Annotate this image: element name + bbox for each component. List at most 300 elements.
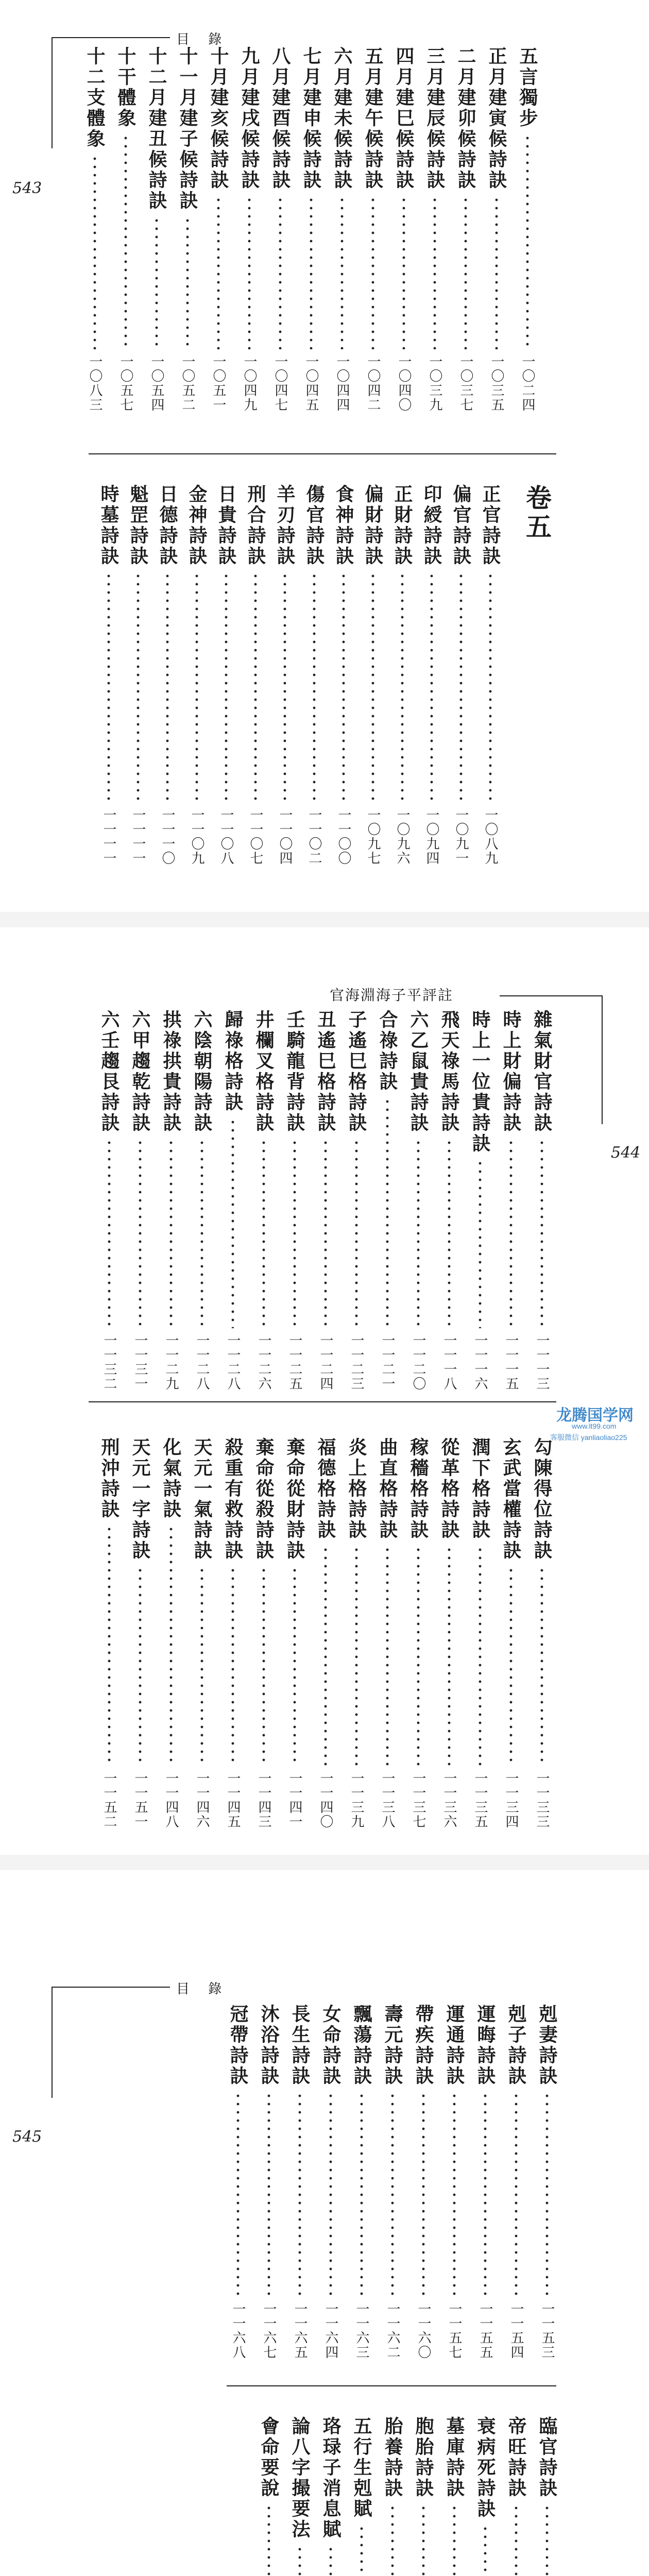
header-rule (500, 995, 603, 996)
toc-entry-page: 一〇四九 (242, 354, 257, 412)
toc-entry-page: 一一六五 (292, 2302, 308, 2360)
header-rule (52, 1987, 170, 1988)
toc-entry-title: 棄命從財詩訣 (284, 1437, 305, 1561)
toc-leader-dots (136, 572, 140, 803)
toc-leader-dots (231, 1118, 234, 1328)
toc-entry-page: 一一一三 (534, 1333, 550, 1391)
toc-leader-dots (509, 1566, 513, 1766)
toc-entry (185, 484, 208, 866)
toc-entry (258, 2004, 280, 2360)
toc-leader-dots (310, 196, 313, 349)
toc-entry (531, 1437, 553, 1829)
toc-entry-page: 一一五四 (508, 2302, 524, 2360)
toc-entry-page: 一一六三 (354, 2302, 369, 2360)
toc-entry (392, 46, 415, 412)
toc-entry (376, 1437, 399, 1829)
toc-entry-title: 傷官詩訣 (303, 484, 325, 567)
toc-entry-title: 十一月建子候詩訣 (177, 46, 198, 211)
toc-entry (345, 1010, 368, 1391)
toc-entry (531, 1010, 553, 1391)
toc-entry-title: 日德詩訣 (157, 484, 178, 567)
toc-entry-title: 三月建辰候詩訣 (424, 46, 446, 191)
toc-entry-title: 金神詩訣 (186, 484, 208, 567)
toc-entry-title: 正財詩訣 (391, 484, 413, 567)
toc-entry-title: 十干體象 (115, 46, 136, 129)
toc-entry (227, 2004, 249, 2360)
toc-leader-dots (448, 1546, 451, 1766)
toc-leader-dots (360, 2092, 363, 2297)
toc-entry (191, 1010, 213, 1391)
toc-entry (505, 2004, 527, 2360)
toc-entry (258, 2416, 280, 2576)
toc-entry (288, 2004, 311, 2360)
toc-leader-dots (248, 196, 251, 349)
toc-leader-dots (479, 1159, 482, 1328)
page-number: 545 (12, 2128, 42, 2146)
toc-entry-page: 一一二九 (163, 1333, 179, 1391)
toc-entry-page: 一一三四 (503, 1771, 519, 1829)
toc-entry-page: 一一五七 (447, 2302, 462, 2360)
toc-entry-page: 一〇九七 (365, 808, 381, 866)
toc-leader-dots (195, 572, 198, 803)
toc-entry-page: 一一四一 (287, 1771, 302, 1829)
page-544 (0, 927, 649, 1855)
toc-entry (129, 1010, 151, 1391)
toc-entry (516, 46, 539, 412)
toc-entry (505, 2416, 527, 2576)
toc-entry (283, 1437, 306, 1829)
toc-entry-page: 一一二八 (225, 1333, 241, 1391)
toc-leader-dots (386, 1097, 389, 1328)
toc-entry-title: 曲直格詩訣 (377, 1437, 398, 1540)
toc-entry-title: 飄蕩詩訣 (351, 2004, 372, 2087)
toc-entry-page: 一一五五 (477, 2302, 493, 2360)
toc-leader-dots (293, 1139, 296, 1328)
toc-leader-dots (283, 572, 286, 803)
toc-leader-dots (200, 1139, 203, 1328)
toc-entry-page: 一〇八九 (483, 808, 498, 866)
toc-leader-dots (401, 572, 404, 803)
toc-entry-title: 二月建卯候詩訣 (455, 46, 476, 191)
page-gap (0, 1855, 649, 1870)
toc-entry-page: 一一二三 (349, 1333, 364, 1391)
toc-entry-page: 一一二〇 (411, 1333, 426, 1391)
toc-entry (314, 1437, 337, 1829)
toc-entry (479, 484, 502, 866)
toc-entry-page: 一一六八 (230, 2302, 246, 2360)
toc-leader-dots (495, 196, 498, 349)
toc-entry-title: 八月建酉候詩訣 (269, 46, 291, 191)
toc-entry-page: 一〇八三 (87, 354, 103, 412)
toc-entry (350, 2416, 373, 2576)
toc-entry-title: 五行生剋賦 (351, 2416, 372, 2519)
toc-entry-page: 一〇四二 (365, 354, 381, 412)
toc-entry-page: 一一六四 (323, 2302, 338, 2360)
toc-entry-page: 一一〇七 (248, 808, 263, 866)
toc-entry-page: 一一六〇 (416, 2302, 431, 2360)
toc-leader-dots (391, 2504, 394, 2576)
toc-leader-dots (355, 1139, 358, 1328)
toc-leader-dots (540, 1139, 543, 1328)
toc-entry-title: 墓庫詩訣 (443, 2416, 465, 2499)
toc-entry-page: 一一〇四 (277, 808, 293, 866)
toc-entry (536, 2416, 558, 2576)
toc-entry-title: 剋子詩訣 (505, 2004, 527, 2087)
toc-entry-title: 稼穡格詩訣 (407, 1437, 429, 1540)
toc-entry-title: 六壬趨艮詩訣 (98, 1010, 120, 1133)
toc-entry-title: 七月建申候詩訣 (300, 46, 322, 191)
toc-entry-page: 一〇五七 (118, 354, 133, 412)
toc-entry-page: 一一一〇 (160, 808, 175, 866)
toc-entry (160, 1437, 182, 1829)
header-rule (52, 37, 170, 38)
toc-leader-dots (139, 1566, 142, 1766)
toc-entry-title: 正官詩訣 (480, 484, 501, 567)
toc-entry (381, 2416, 404, 2576)
page-gap (0, 912, 649, 927)
toc-entry (474, 2416, 497, 2576)
toc-entry-title: 衰病死詩訣 (474, 2416, 496, 2519)
toc-entry-title: 四月建巳候詩訣 (393, 46, 415, 191)
toc-entry (412, 2004, 435, 2360)
toc-leader-dots (391, 2092, 394, 2297)
section-divider (89, 1401, 556, 1402)
toc-leader-dots (236, 2092, 240, 2297)
toc-entry-title: 食神詩訣 (333, 484, 354, 567)
toc-entry-title: 歸祿格詩訣 (222, 1010, 244, 1113)
section-title: 卷五 (522, 484, 552, 542)
toc-entry (98, 1437, 121, 1829)
toc-entry-page: 一〇三九 (427, 354, 442, 412)
toc-leader-dots (298, 2092, 301, 2297)
toc-entry-title: 女命詩訣 (320, 2004, 341, 2087)
toc-entry-title: 玄武當權詩訣 (500, 1437, 522, 1561)
watermark-contact: 客服微信 yanliaoliao225 (550, 1433, 627, 1442)
toc-leader-dots (166, 572, 169, 803)
toc-entry-page: 一一三五 (472, 1771, 488, 1829)
toc-entry-page: 一〇九一 (453, 808, 469, 866)
toc-leader-dots (231, 1566, 234, 1766)
toc-entry-title: 刑合詩訣 (245, 484, 266, 567)
toc-entry-page: 一一二四 (318, 1333, 333, 1391)
toc-entry (350, 2004, 373, 2360)
toc-leader-dots (169, 1525, 173, 1766)
toc-entry-title: 六甲趨乾詩訣 (129, 1010, 151, 1133)
toc-entry-page: 一一三七 (411, 1771, 426, 1829)
toc-entry (407, 1010, 430, 1391)
toc-entry-page: 一一一五 (503, 1333, 519, 1391)
toc-entry-page: 一一三六 (441, 1771, 457, 1829)
toc-entry-page: 一一六七 (261, 2302, 277, 2360)
toc-entry (238, 46, 261, 412)
running-header: 目 錄 (176, 32, 229, 47)
toc-entry (127, 484, 149, 866)
toc-entry (362, 46, 384, 412)
toc-entry-page: 一一〇九 (189, 808, 204, 866)
toc-leader-dots (484, 2524, 487, 2576)
toc-entry-title: 炎上格詩訣 (346, 1437, 367, 1540)
toc-entry-title: 沐浴詩訣 (258, 2004, 280, 2087)
toc-entry-page: 一一三八 (380, 1771, 395, 1829)
page-number: 543 (12, 179, 42, 197)
toc-leader-dots (371, 572, 374, 803)
running-header: 官海淵海子平評註 (330, 987, 454, 1004)
toc-entry-title: 壬騎龍背詩訣 (284, 1010, 305, 1133)
toc-leader-dots (262, 1139, 265, 1328)
toc-entry (244, 484, 267, 866)
toc-entry-page: 一〇四四 (334, 354, 350, 412)
toc-leader-dots (433, 196, 436, 349)
toc-entry-page: 一一四三 (256, 1771, 271, 1829)
toc-leader-dots (169, 1139, 173, 1328)
toc-entry-title: 偏官詩訣 (450, 484, 472, 567)
toc-entry-page: 一〇五二 (180, 354, 195, 412)
toc-entry (469, 1437, 491, 1829)
toc-leader-dots (155, 216, 158, 349)
toc-entry-page: 一一一一 (101, 808, 116, 866)
toc-entry-page: 一一四八 (163, 1771, 179, 1829)
toc-entry-page: 一一四〇 (318, 1771, 333, 1829)
toc-entry (536, 2004, 558, 2360)
toc-entry-page: 一〇五一 (211, 354, 226, 412)
toc-entry (114, 46, 137, 412)
toc-leader-dots (422, 2504, 425, 2576)
toc-entry-title: 時墓詩訣 (98, 484, 119, 567)
watermark-title: 龙腾国学网 (556, 1407, 634, 1424)
toc-leader-dots (371, 196, 374, 349)
toc-leader-dots (422, 2092, 425, 2297)
toc-entry-page: 一一二一 (380, 1333, 395, 1391)
toc-entry-title: 羊刃詩訣 (274, 484, 296, 567)
corner-rule-vertical (52, 37, 53, 148)
toc-leader-dots (108, 1525, 111, 1766)
toc-leader-dots (107, 572, 110, 803)
toc-entry-title: 胞胎詩訣 (413, 2416, 434, 2499)
toc-leader-dots (225, 572, 228, 803)
toc-entry (420, 484, 443, 866)
toc-entry-page: 一〇三五 (489, 354, 504, 412)
toc-entry-title: 時上財偏詩訣 (500, 1010, 522, 1133)
toc-entry-title: 日貴詩訣 (215, 484, 237, 567)
toc-entry-title: 運晦詩訣 (474, 2004, 496, 2087)
toc-leader-dots (298, 2545, 301, 2576)
toc-entry-page: 一〇四七 (272, 354, 288, 412)
toc-entry-title: 殺重有救詩訣 (222, 1437, 244, 1561)
toc-entry-title: 化氣詩訣 (160, 1437, 182, 1520)
toc-leader-dots (515, 2504, 518, 2576)
toc-entry (215, 484, 237, 866)
toc-entry (443, 2416, 466, 2576)
toc-leader-dots (453, 2504, 456, 2576)
toc-entry-title: 雜氣財官詩訣 (531, 1010, 553, 1133)
toc-leader-dots (417, 1546, 420, 1766)
toc-entry (500, 1010, 522, 1391)
toc-leader-dots (279, 196, 282, 349)
toc-entry (376, 1010, 399, 1391)
toc-leader-dots (360, 2524, 363, 2576)
toc-entry (176, 46, 199, 412)
toc-entry-title: 九月建戌候詩訣 (238, 46, 260, 191)
toc-entry (221, 1437, 244, 1829)
toc-entry (160, 1010, 182, 1391)
toc-entry-title: 拱祿拱貴詩訣 (160, 1010, 182, 1133)
toc-entry-title: 帶疾詩訣 (413, 2004, 434, 2087)
page-number: 544 (611, 1144, 641, 1162)
toc-entry-title: 天元一氣詩訣 (191, 1437, 213, 1561)
toc-entry-title: 刑沖詩訣 (98, 1437, 120, 1520)
toc-entry-page: 一〇二四 (520, 354, 535, 412)
toc-entry-title: 運通詩訣 (443, 2004, 465, 2087)
toc-entry-page: 一一三二 (101, 1333, 117, 1391)
toc-leader-dots (430, 572, 433, 803)
toc-entry-page: 一一二五 (287, 1333, 302, 1391)
toc-entry-page: 一〇五四 (149, 354, 164, 412)
toc-leader-dots (200, 1566, 203, 1766)
toc-leader-dots (386, 1546, 389, 1766)
toc-entry-title: 六陰朝陽詩訣 (191, 1010, 213, 1133)
toc-leader-dots (186, 216, 189, 349)
toc-entry (303, 484, 326, 866)
toc-entry-title: 棄命從殺詩訣 (253, 1437, 275, 1561)
toc-entry-page: 一一〇二 (306, 808, 322, 866)
toc-entry (252, 1010, 275, 1391)
toc-entry-page: 一一〇〇 (336, 808, 351, 866)
toc-leader-dots (139, 1139, 142, 1328)
toc-entry (98, 1010, 121, 1391)
toc-entry-page: 一一一六 (472, 1333, 488, 1391)
toc-entry (145, 46, 168, 412)
toc-entry (443, 2004, 466, 2360)
toc-entry (252, 1437, 275, 1829)
toc-leader-dots (340, 196, 344, 349)
toc-entry-title: 從革格詩訣 (438, 1437, 460, 1540)
page-543 (0, 0, 649, 912)
toc-entry-title: 子遙巳格詩訣 (346, 1010, 367, 1133)
toc-leader-dots (124, 134, 127, 349)
toc-entry-page: 一〇三七 (458, 354, 473, 412)
corner-rule-vertical (52, 1987, 53, 2098)
toc-leader-dots (324, 1546, 327, 1766)
toc-entry (332, 484, 355, 866)
toc-entry (412, 2416, 435, 2576)
toc-entry (274, 484, 296, 866)
toc-leader-dots (262, 1566, 265, 1766)
toc-entry (454, 46, 477, 412)
toc-entry-page: 一一五一 (132, 1771, 148, 1829)
toc-entry (407, 1437, 430, 1829)
toc-entry-page: 一一四六 (194, 1771, 210, 1829)
toc-entry-page: 一〇九四 (424, 808, 439, 866)
section-divider (227, 2385, 556, 2386)
toc-entry-title: 正月建寅候詩訣 (486, 46, 507, 191)
toc-entry (469, 1010, 491, 1391)
toc-entry-title: 帝旺詩訣 (505, 2416, 527, 2499)
toc-entry-title: 十二月建丑候詩訣 (146, 46, 167, 211)
toc-entry-page: 一一一八 (441, 1333, 457, 1391)
toc-leader-dots (293, 1566, 296, 1766)
toc-entry-page: 一一三三 (534, 1771, 550, 1829)
toc-entry-title: 福德格詩訣 (315, 1437, 336, 1540)
toc-entry-title: 六乙鼠貴詩訣 (407, 1010, 429, 1133)
toc-leader-dots (545, 2092, 549, 2297)
toc-entry-title: 剋妻詩訣 (536, 2004, 558, 2087)
toc-entry (314, 1010, 337, 1391)
toc-entry (283, 1010, 306, 1391)
toc-leader-dots (342, 572, 345, 803)
toc-entry (191, 1437, 213, 1829)
toc-entry (83, 46, 106, 412)
toc-leader-dots (545, 2504, 549, 2576)
page-545 (0, 1870, 649, 2576)
toc-entry-title: 丑遙巳格詩訣 (315, 1010, 336, 1133)
toc-entry-page: 一一六二 (385, 2302, 400, 2360)
toc-leader-dots (254, 572, 257, 803)
toc-leader-dots (509, 1139, 513, 1328)
watermark-url: www.lt99.com (572, 1422, 617, 1430)
toc-entry-title: 壽元詩訣 (382, 2004, 403, 2087)
toc-entry-page: 一一三九 (349, 1771, 364, 1829)
toc-entry (450, 484, 472, 866)
toc-entry (423, 46, 446, 412)
toc-leader-dots (526, 134, 529, 349)
toc-entry (381, 2004, 404, 2360)
toc-entry-page: 一一二八 (194, 1333, 210, 1391)
toc-entry-page: 一一二六 (256, 1333, 271, 1391)
toc-entry (97, 484, 120, 866)
toc-leader-dots (448, 1139, 451, 1328)
toc-entry-title: 論八字撮要法 (289, 2416, 311, 2540)
corner-rule-vertical (602, 995, 603, 1124)
section-divider (89, 453, 556, 454)
toc-leader-dots (479, 1546, 482, 1766)
toc-entry-page: 一一〇八 (218, 808, 234, 866)
toc-leader-dots (489, 572, 492, 803)
toc-entry-page: 一一五二 (101, 1771, 117, 1829)
toc-entry-title: 勾陳得位詩訣 (531, 1437, 553, 1561)
toc-entry-title: 胎養詩訣 (382, 2416, 403, 2499)
toc-leader-dots (108, 1139, 111, 1328)
toc-leader-dots (324, 1139, 327, 1328)
toc-entry-page: 一〇四〇 (396, 354, 412, 412)
toc-entry-title: 長生詩訣 (289, 2004, 311, 2087)
toc-entry-page: 一一三一 (132, 1333, 148, 1391)
toc-leader-dots (217, 196, 220, 349)
toc-entry (485, 46, 508, 412)
toc-entry-title: 十二支體象 (84, 46, 106, 149)
toc-entry (391, 484, 414, 866)
toc-entry (269, 46, 292, 412)
toc-entry-title: 六月建未候詩訣 (331, 46, 353, 191)
toc-entry (362, 484, 384, 866)
toc-entry-title: 五言獨步 (517, 46, 538, 129)
toc-leader-dots (459, 572, 463, 803)
toc-leader-dots (464, 196, 467, 349)
toc-entry (474, 2004, 497, 2360)
toc-entry (500, 1437, 522, 1829)
toc-entry-title: 合祿詩訣 (377, 1010, 398, 1092)
toc-leader-dots (540, 1566, 543, 1766)
toc-leader-dots (329, 2092, 332, 2297)
toc-entry (319, 2004, 342, 2360)
toc-entry-title: 魁罡詩訣 (127, 484, 149, 567)
toc-entry-title: 會命要說 (258, 2416, 280, 2499)
toc-leader-dots (417, 1139, 420, 1328)
toc-entry (288, 2416, 311, 2576)
toc-entry-title: 井欄叉格詩訣 (253, 1010, 275, 1133)
toc-entry (438, 1010, 460, 1391)
toc-leader-dots (355, 1546, 358, 1766)
toc-entry-title: 印綬詩訣 (421, 484, 442, 567)
